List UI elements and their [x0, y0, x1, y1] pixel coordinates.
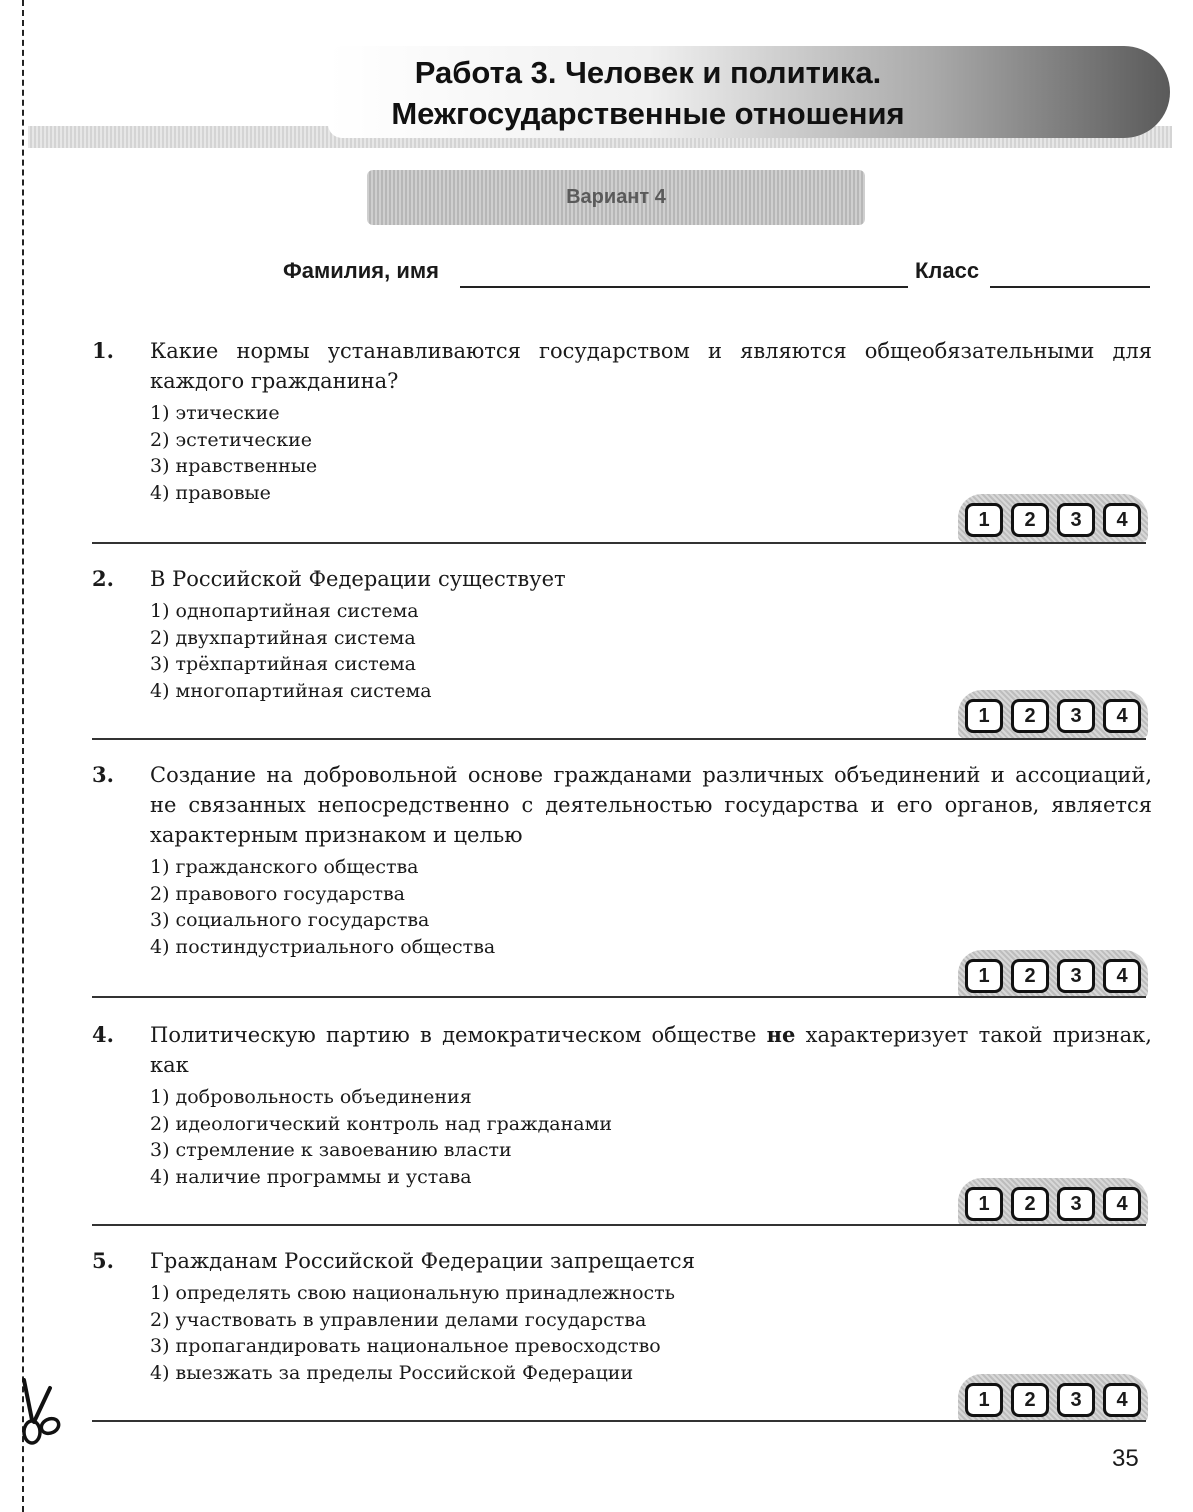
- option-1: 1) однопартийная система: [150, 600, 419, 622]
- page-title: [328, 52, 968, 134]
- divider: [92, 1224, 1146, 1226]
- answer-box-2[interactable]: 2: [1011, 1187, 1049, 1221]
- divider: [92, 542, 1146, 544]
- options-list: [150, 400, 1152, 506]
- answer-boxes-q4: [958, 1178, 1148, 1226]
- option-3: 3) социального государства: [150, 909, 430, 932]
- name-label: Фамилия, имя: [283, 258, 440, 283]
- answer-box-1[interactable]: 1: [965, 699, 1003, 733]
- option-1: 1) гражданского общества: [150, 856, 419, 878]
- name-field[interactable]: [460, 286, 908, 288]
- option-2: 2) двухпартийная система: [150, 626, 416, 649]
- option-4: 4) наличие программы и устава: [150, 1165, 472, 1188]
- option-4: 4) выезжать за пределы Российской Федерации: [150, 1361, 634, 1384]
- answer-box-3[interactable]: 3: [1057, 699, 1095, 733]
- class-label: Класс: [915, 258, 980, 283]
- option-2: 2) правового государства: [150, 882, 405, 905]
- option-3: 3) пропагандировать национальное превосходство: [150, 1335, 661, 1358]
- question-text: В Российской Федерации существует: [150, 567, 566, 591]
- option-2: 2) участвовать в управлении делами государства: [150, 1308, 647, 1331]
- answer-box-2[interactable]: 2: [1011, 503, 1049, 537]
- answer-boxes-q3: [958, 950, 1148, 998]
- options-list: [150, 1084, 1152, 1190]
- option-2: 2) эстетические: [150, 428, 312, 451]
- answer-box-3[interactable]: 3: [1057, 959, 1095, 993]
- question-number: 2.: [92, 566, 114, 591]
- title-line-1: Работа 3. Человек и политика.: [414, 55, 882, 90]
- option-4: 4) постиндустриального общества: [150, 935, 496, 958]
- question-text: [150, 1020, 1152, 1080]
- question-5: [92, 1246, 1152, 1386]
- question-number: 3.: [92, 762, 114, 787]
- question-number: 5.: [92, 1248, 114, 1273]
- question-text: Гражданам Российской Федерации запрещается: [150, 1249, 695, 1273]
- title-banner: [28, 46, 1172, 154]
- answer-box-1[interactable]: 1: [965, 503, 1003, 537]
- class-field[interactable]: [990, 286, 1150, 288]
- cut-line: [22, 0, 24, 1512]
- options-list: [150, 854, 1152, 960]
- answer-box-4[interactable]: 4: [1103, 503, 1141, 537]
- question-1: [92, 336, 1152, 506]
- answer-boxes-q2: [958, 690, 1148, 738]
- question-2: [92, 564, 1152, 704]
- title-line-2: Межгосударственные отношения: [391, 96, 905, 131]
- question-number: 1.: [92, 338, 114, 363]
- answer-boxes-q5: [958, 1374, 1148, 1422]
- question-text: Какие нормы устанавливаются государством и являются общеобязательными для каждого гражданина?: [150, 339, 1152, 393]
- option-1: 1) добровольность объединения: [150, 1086, 472, 1108]
- variant-badge: Вариант 4: [367, 170, 865, 225]
- options-list: [150, 598, 1152, 704]
- answer-boxes-q1: [958, 494, 1148, 542]
- answer-box-4[interactable]: 4: [1103, 959, 1141, 993]
- answer-box-1[interactable]: 1: [965, 1383, 1003, 1417]
- question-4: [92, 1020, 1152, 1190]
- option-3: 3) трёхпартийная система: [150, 653, 416, 676]
- divider: [92, 1420, 1146, 1422]
- answer-box-1[interactable]: 1: [965, 1187, 1003, 1221]
- answer-box-2[interactable]: 2: [1011, 959, 1049, 993]
- question-3: [92, 760, 1152, 960]
- answer-box-3[interactable]: 3: [1057, 1187, 1095, 1221]
- answer-box-4[interactable]: 4: [1103, 699, 1141, 733]
- option-3: 3) стремление к завоеванию власти: [150, 1139, 512, 1162]
- divider: [92, 996, 1146, 998]
- question-text-part: Политическую партию в демократическом обществе: [150, 1023, 757, 1047]
- answer-box-3[interactable]: 3: [1057, 503, 1095, 537]
- answer-box-2[interactable]: 2: [1011, 1383, 1049, 1417]
- divider: [92, 738, 1146, 740]
- question-text: Создание на добровольной основе гражданами различных объединений и ассоциаций, не связанных непосредственно с деятельностью государства и его органов, является характерным признаком и целью: [150, 763, 1152, 847]
- answer-box-4[interactable]: 4: [1103, 1383, 1141, 1417]
- question-number: 4.: [92, 1022, 114, 1047]
- page-number: 35: [1112, 1445, 1139, 1472]
- option-1: 1) этические: [150, 402, 280, 424]
- option-4: 4) правовые: [150, 481, 271, 504]
- answer-box-1[interactable]: 1: [965, 959, 1003, 993]
- option-2: 2) идеологический контроль над гражданами: [150, 1112, 613, 1135]
- question-text-emphasis: не: [766, 1022, 796, 1047]
- options-list: [150, 1280, 1152, 1386]
- option-3: 3) нравственные: [150, 455, 318, 478]
- option-4: 4) многопартийная система: [150, 679, 432, 702]
- answer-box-3[interactable]: 3: [1057, 1383, 1095, 1417]
- answer-box-4[interactable]: 4: [1103, 1187, 1141, 1221]
- scissors-icon: [10, 1378, 72, 1448]
- option-1: 1) определять свою национальную принадлежность: [150, 1282, 676, 1304]
- question-text-part: характеризует такой признак, как: [150, 1023, 1152, 1077]
- answer-box-2[interactable]: 2: [1011, 699, 1049, 733]
